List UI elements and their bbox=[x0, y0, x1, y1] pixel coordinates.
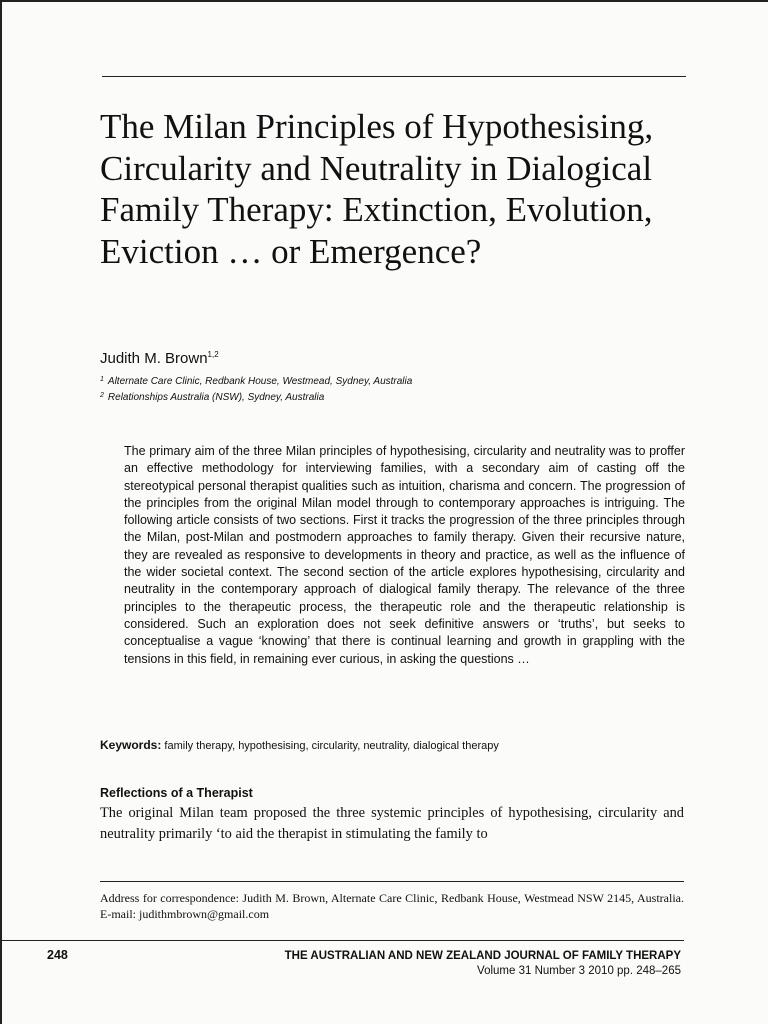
keywords bbox=[100, 738, 499, 752]
author-name: Judith M. Brown bbox=[100, 350, 208, 367]
page-left-border bbox=[0, 0, 2, 1024]
footer-rule bbox=[0, 940, 684, 941]
footnote-rule bbox=[100, 881, 684, 882]
affiliation-text: Alternate Care Clinic, Redbank House, Westmead, Sydney, Australia bbox=[107, 376, 413, 387]
abstract: The primary aim of the three Milan principles of hypothesising, circularity and neutrality was to proffer an effective methodology for interviewing families, with a secondary aim of casting off the stereotypical personal therapist qualities such as intuition, charisma and concern. The progression of the principles from the original Milan model through to contemporary approaches is intriguing. The following article consists of two sections. First it tracks the progression of the three principles through the Milan, post-Milan and postmodern approaches to family therapy. Given their recursive nature, they are revealed as responsive to developments in theory and practice, as well as the influence of the wider societal context. The second section of the article explores hypothesising, circularity and neutrality in the contemporary approach of dialogical family therapy. The relevance of the three principles to the therapeutic process, the therapeutic role and the therapeutic relationship is considered. Such an exploration does not seek definitive answers or ‘truths’, but seeks to conceptualise a vague ‘knowing’ that there is continual learning and growth in grappling with the tensions in this field, in remaining ever curious, in asking the questions … bbox=[124, 444, 685, 666]
page-number: 248 bbox=[47, 948, 68, 962]
affiliation-text: Relationships Australia (NSW), Sydney, Australia bbox=[107, 392, 325, 403]
keywords-list: family therapy, hypothesising, circularity, neutrality, dialogical therapy bbox=[164, 740, 499, 752]
header-rule bbox=[102, 76, 686, 77]
affiliation-1 bbox=[100, 376, 600, 387]
volume-info: Volume 31 Number 3 2010 pp. 248–265 bbox=[477, 965, 681, 977]
keywords-label: Keywords: bbox=[100, 738, 162, 752]
journal-name: THE AUSTRALIAN AND NEW ZEALAND JOURNAL OF FAMILY THERAPY bbox=[284, 950, 681, 962]
page-top-border bbox=[0, 0, 768, 2]
author-superscript: 1,2 bbox=[207, 350, 219, 359]
article-title: The Milan Principles of Hypothesising, Circularity and Neutrality in Dialogical Family Therapy: Extinction, Evolution, Eviction … or Emergence? bbox=[100, 107, 654, 271]
affiliation-marker: 1 bbox=[100, 376, 104, 383]
correspondence-footnote: Address for correspondence: Judith M. Brown, Alternate Care Clinic, Redbank House, Westmead NSW 2145, Australia. E-mail: judithmbrown@gmail.com bbox=[100, 891, 684, 921]
journal-info bbox=[285, 949, 681, 979]
section-heading: Reflections of a Therapist bbox=[100, 786, 253, 800]
affiliation-2 bbox=[100, 392, 600, 403]
author-line bbox=[100, 350, 219, 367]
body-paragraph: The original Milan team proposed the three systemic principles of hypothesising, circularity and neutrality primarily ‘to aid the therapist in stimulating the family to bbox=[100, 805, 684, 842]
affiliation-marker: 2 bbox=[100, 392, 104, 399]
